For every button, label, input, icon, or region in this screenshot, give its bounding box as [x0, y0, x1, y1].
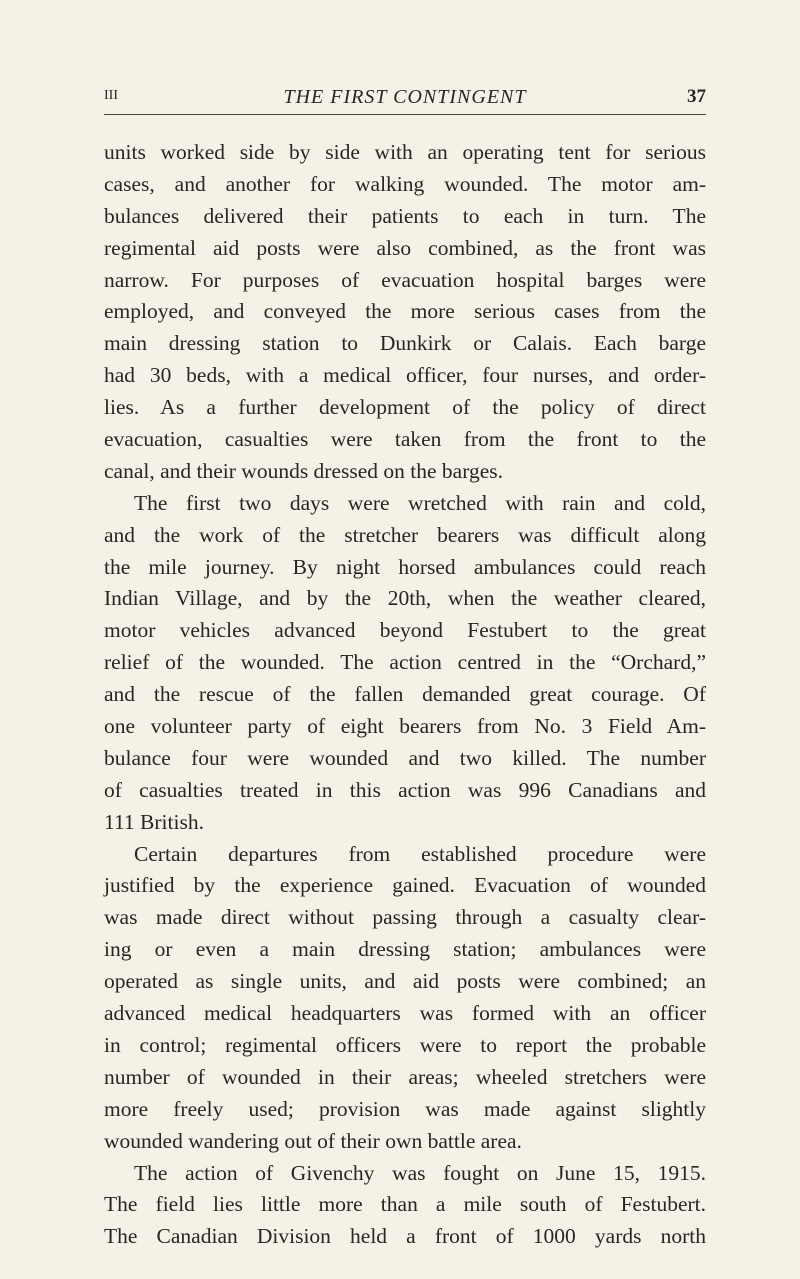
text-line: wounded wandering out of their own battle area.	[104, 1128, 522, 1153]
text-line: canal, and their wounds dressed on the barges.	[104, 458, 504, 483]
text-line: employed, and conveyed the more serious cases from the	[104, 299, 706, 324]
page-number: 37	[687, 86, 706, 107]
text-line: and the rescue of the fallen demanded great courage. Of	[104, 682, 706, 707]
text-line: in control; regimental officers were to report the probable	[104, 1032, 706, 1057]
text-line: narrow. For purposes of evacuation hospital barges were	[104, 267, 706, 292]
body-text	[104, 137, 706, 1253]
text-line: had 30 beds, with a medical officer, four nurses, and order-	[104, 363, 706, 388]
text-line: more freely used; provision was made against slightly	[104, 1096, 706, 1121]
running-title: THE FIRST CONTINGENT	[283, 86, 527, 108]
text-line: bulances delivered their patients to each in turn. The	[104, 203, 706, 228]
text-line: ing or even a main dressing station; ambulances were	[104, 937, 706, 962]
text-line: units worked side by side with an operating tent for serious	[104, 140, 706, 164]
running-header	[104, 86, 706, 115]
text-line: 111 British.	[104, 809, 204, 834]
text-line: regimental aid posts were also combined, as the front was	[104, 235, 706, 260]
text-line: was made direct without passing through a casualty clear-	[104, 905, 706, 930]
text-line: advanced medical headquarters was formed with an officer	[104, 1001, 706, 1026]
text-line: Indian Village, and by the 20th, when the weather cleared,	[104, 586, 706, 611]
text-line: relief of the wounded. The action centred in the “Orchard,”	[104, 650, 706, 675]
text-line: evacuation, casualties were taken from the front to the	[104, 427, 706, 452]
text-line: lies. As a further development of the policy of direct	[104, 395, 706, 420]
text-line: The action of Givenchy was fought on June 15, 1915.	[134, 1160, 706, 1185]
text-line: motor vehicles advanced beyond Festubert to the great	[104, 618, 706, 643]
text-line: Certain departures from established procedure were	[134, 841, 706, 866]
chapter-number: III	[104, 88, 118, 103]
text-line: and the work of the stretcher bearers was difficult along	[104, 522, 706, 547]
text-line: the mile journey. By night horsed ambulances could reach	[104, 554, 706, 579]
text-line: bulance four were wounded and two killed. The number	[104, 745, 706, 770]
text-line: main dressing station to Dunkirk or Calais. Each barge	[104, 331, 706, 356]
text-line: The field lies little more than a mile south of Festubert.	[104, 1192, 706, 1217]
text-line: one volunteer party of eight bearers from No. 3 Field Am-	[104, 714, 706, 739]
text-line: of casualties treated in this action was 996 Canadians and	[104, 777, 706, 802]
text-line: justified by the experience gained. Evacuation of wounded	[104, 873, 706, 898]
text-line: The Canadian Division held a front of 1000 yards north	[104, 1224, 706, 1249]
text-line: operated as single units, and aid posts were combined; an	[104, 969, 706, 994]
text-line: cases, and another for walking wounded. The motor am-	[104, 171, 706, 196]
text-line: number of wounded in their areas; wheeled stretchers were	[104, 1064, 706, 1089]
text-line: The first two days were wretched with rain and cold,	[134, 490, 706, 515]
